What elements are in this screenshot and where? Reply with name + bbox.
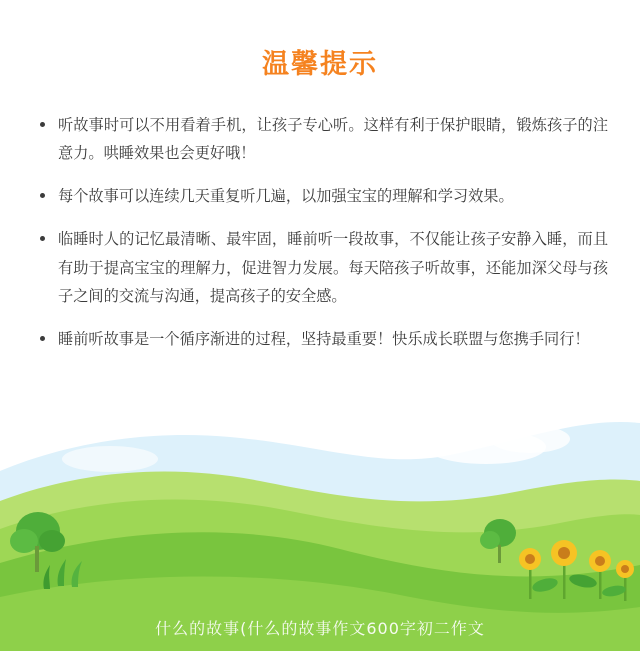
bullet-icon	[40, 122, 45, 127]
cloud-icon	[490, 425, 570, 453]
bullet-icon	[40, 336, 45, 341]
page-title: 温馨提示	[262, 49, 378, 80]
scenery-illustration	[0, 351, 640, 651]
cloud-icon	[62, 446, 158, 472]
list-item	[36, 225, 608, 309]
tip-text: 听故事时可以不用看着手机，让孩子专心听。这样有利于保护眼睛，锻炼孩子的注意力。哄睡效果也会更好哦！	[58, 116, 608, 163]
tip-text: 每个故事可以连续几天重复听几遍，以加强宝宝的理解和学习效果。	[58, 187, 514, 206]
tip-text: 临睡时人的记忆最清晰、最牢固，睡前听一段故事，不仅能让孩子安静入睡，而且有助于提高宝宝的理解力，促进智力发展。每天陪孩子听故事，还能加深父母与孩子之间的交流与沟通，提高孩子的安全感。	[58, 230, 608, 305]
tip-text: 睡前听故事是一个循序渐进的过程，坚持最重要！快乐成长联盟与您携手同行！	[58, 329, 590, 348]
bullet-icon	[40, 236, 45, 241]
content-area	[0, 42, 640, 353]
list-item	[36, 182, 608, 210]
illustration-scene	[0, 351, 640, 651]
list-item	[36, 111, 608, 167]
tips-list	[22, 111, 618, 353]
watermark-text: 什么的故事(什么的故事作文600字初二作文	[155, 619, 485, 638]
bullet-icon	[40, 193, 45, 198]
list-item	[36, 325, 608, 353]
